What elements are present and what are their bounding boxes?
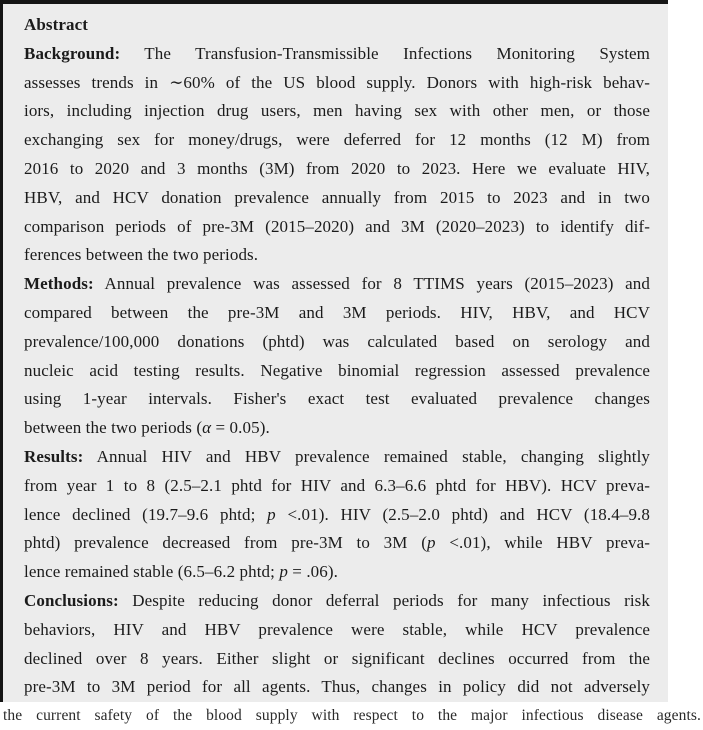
text-line: comparison periods of pre-3M (2015–2020) and 3M (2020–2023) to identify dif-: [24, 216, 650, 236]
text-line: declined over 8 years. Either slight or significant declines occurred from the: [24, 648, 650, 668]
text-line: compared between the pre-3M and 3M periods. HIV, HBV, and HCV: [24, 302, 650, 322]
text-line: phtd) prevalence decreased from pre-3M to 3M (p <.01), while HBV preva-: [24, 533, 650, 553]
section-label: Methods:: [24, 274, 94, 294]
abstract-sections: [24, 40, 650, 702]
text-line: between the two periods (α = 0.05).: [24, 418, 270, 438]
text-line: using 1-year intervals. Fisher's exact test evaluated prevalence changes: [24, 389, 650, 409]
abstract-heading: Abstract: [24, 15, 89, 34]
text-line: from year 1 to 8 (2.5–2.1 phtd for HIV and 6.3–6.6 phtd for HBV). HCV preva-: [24, 475, 650, 495]
text-line: Methods: Annual prevalence was assessed for 8 TTIMS years (2015–2023) and: [24, 274, 650, 294]
text-line: Conclusions: Despite reducing donor deferral periods for many infectious risk: [24, 590, 650, 610]
text-line: pre-3M to 3M period for all agents. Thus, changes in policy did not adversely: [24, 677, 650, 697]
text-line: assesses trends in ∼60% of the US blood supply. Donors with high-risk behav-: [24, 72, 650, 92]
text-line: iors, including injection drug users, men having sex with other men, or those: [24, 101, 650, 121]
text-line: nucleic acid testing results. Negative binomial regression assessed prevalence: [24, 360, 650, 380]
page-text-below-box: the current safety of the blood supply with respect to the major infectious disease agents.: [3, 707, 701, 724]
section-label: Background:: [24, 43, 121, 63]
text-line: lence remained stable (6.5–6.2 phtd; p = .06).: [24, 562, 338, 582]
section-label: Conclusions:: [24, 590, 119, 610]
text-line: lence declined (19.7–9.6 phtd; p <.01). HIV (2.5–2.0 phtd) and HCV (18.4–9.8: [24, 504, 650, 524]
text-line: exchanging sex for money/drugs, were deferred for 12 months (12 M) from: [24, 130, 650, 150]
section-label: Results:: [24, 446, 84, 466]
text-line: Background: The Transfusion-Transmissible Infections Monitoring System: [24, 43, 650, 63]
text-line: HBV, and HCV donation prevalence annually from 2015 to 2023 and in two: [24, 187, 650, 207]
text-line: 2016 to 2020 and 3 months (3M) from 2020 to 2023. Here we evaluate HIV,: [24, 158, 650, 178]
text-line: ferences between the two periods.: [24, 245, 259, 265]
text-line: Results: Annual HIV and HBV prevalence remained stable, changing slightly: [24, 446, 650, 466]
text-line: behaviors, HIV and HBV prevalence were stable, while HCV prevalence: [24, 619, 650, 639]
text-line: prevalence/100,000 donations (phtd) was calculated based on serology and: [24, 331, 650, 351]
